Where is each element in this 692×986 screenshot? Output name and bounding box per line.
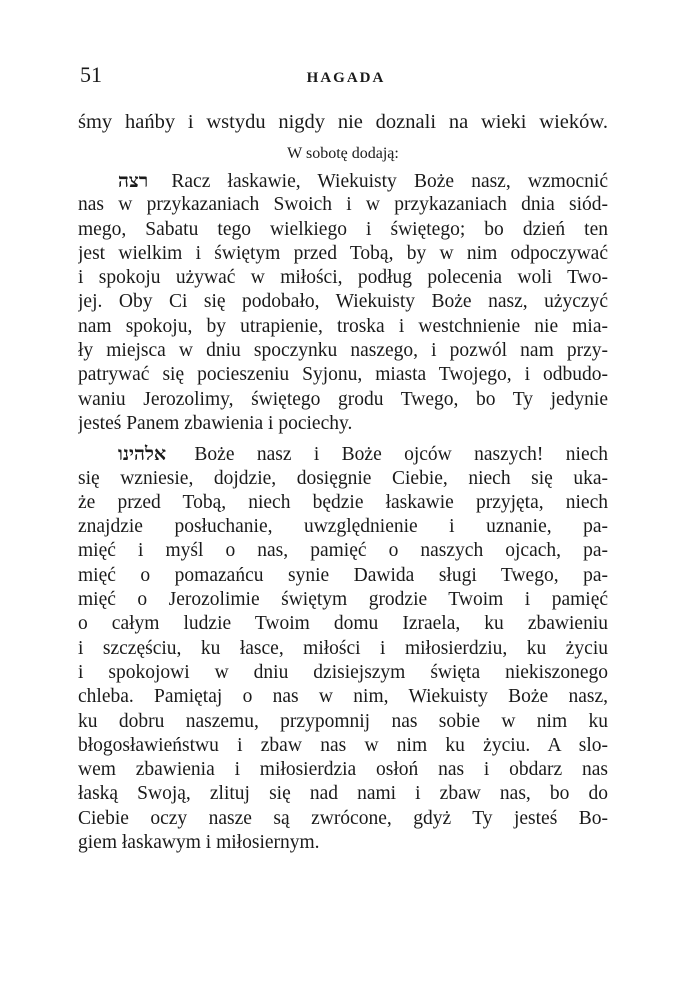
paragraph-first-line [78, 442, 608, 466]
text-line: się wzniesie, dojdzie, dosięgnie Ciebie, niech się uka- [78, 467, 608, 489]
text-line: nam spokoju, by utrapienie, troska i westchnienie nie mia- [78, 315, 608, 337]
text-line: Boże nasz i Boże ojców naszych! niech [194, 444, 608, 466]
text-line: giem łaskawym i miłosiernym. [78, 832, 320, 854]
text-line: patrywać się pocieszeniu Syjonu, miasta Twojego, i odbudo- [78, 364, 608, 386]
text-line: łaską Swoją, zlituj się nad nami i zbaw nas, bo do [78, 783, 608, 805]
paragraph-eloheinu [78, 442, 608, 855]
paragraph-first-line [78, 169, 608, 193]
text-line: mięć o pomazańcu synie Dawida sługi Twego, pa- [78, 564, 608, 586]
rubric-line: W sobotę dodają: [287, 145, 399, 162]
text-line: ły miejsca w dniu spoczynku naszego, i pozwól nam przy- [78, 340, 608, 362]
text-line: jesteś Panem zbawienia i pociechy. [78, 412, 353, 434]
text-line: mięć i myśl o nas, pamięć o naszych ojcach, pa- [78, 540, 608, 562]
hebrew-lead-word: אלהינו [118, 443, 167, 466]
text-line: wem zbawienia i miłosierdzia osłoń nas i obdarz nas [78, 759, 608, 781]
text-line: ku dobru naszemu, przypomnij nas sobie w nim ku [78, 710, 608, 732]
text-block [78, 105, 608, 855]
text-line: jest wielkim i świętym przed Tobą, by w nim odpoczywać [78, 242, 608, 264]
text-line: mego, Sabatu tego wielkiego i świętego; bo dzień ten [78, 218, 608, 240]
text-line: Racz łaskawie, Wiekuisty Boże nasz, wzmocnić [171, 171, 608, 192]
text-line: waniu Jerozolimy, świętego grodu Twego, bo Ty jedynie [78, 388, 608, 410]
hebrew-lead-word: רצה [118, 170, 149, 192]
text-line: i spokojowi w dniu dzisiejszym święta niekiszonego [78, 661, 608, 683]
text-line: jej. Oby Ci się podobało, Wiekuisty Boże nasz, użyczyć [78, 291, 608, 313]
text-line: błogosławieństwu i zbaw nas w nim ku życiu. A slo- [78, 734, 608, 756]
paragraph-retzeh [78, 169, 608, 436]
text-line: i szczęściu, ku łasce, miłości i miłosierdziu, ku życiu [78, 637, 608, 659]
text-line: nas w przykazaniach Swoich i w przykazaniach dnia siód- [78, 194, 608, 216]
text-line: i spokoju używać w miłości, podług polecenia woli Two- [78, 267, 608, 289]
text-line: mięć o Jerozolimie świętym grodzie Twoim i pamięć [78, 589, 608, 611]
text-line: znajdzie posłuchanie, uwzględnienie i uznanie, pa- [78, 516, 608, 538]
text-line: Ciebie oczy nasze są zwrócone, gdyż Ty jesteś Bo- [78, 807, 608, 829]
text-line: chleba. Pamiętaj o nas w nim, Wiekuisty Boże nasz, [78, 686, 608, 708]
text-line: o całym ludzie Twoim domu Izraela, ku zbawieniu [78, 613, 608, 635]
page-number: 51 [80, 62, 102, 87]
running-title: HAGADA [306, 70, 386, 86]
continuation-line: śmy hańby i wstydu nigdy nie doznali na wieki wieków. [78, 111, 608, 133]
text-line: że przed Tobą, niech będzie łaskawie przyjęta, niech [78, 491, 608, 513]
